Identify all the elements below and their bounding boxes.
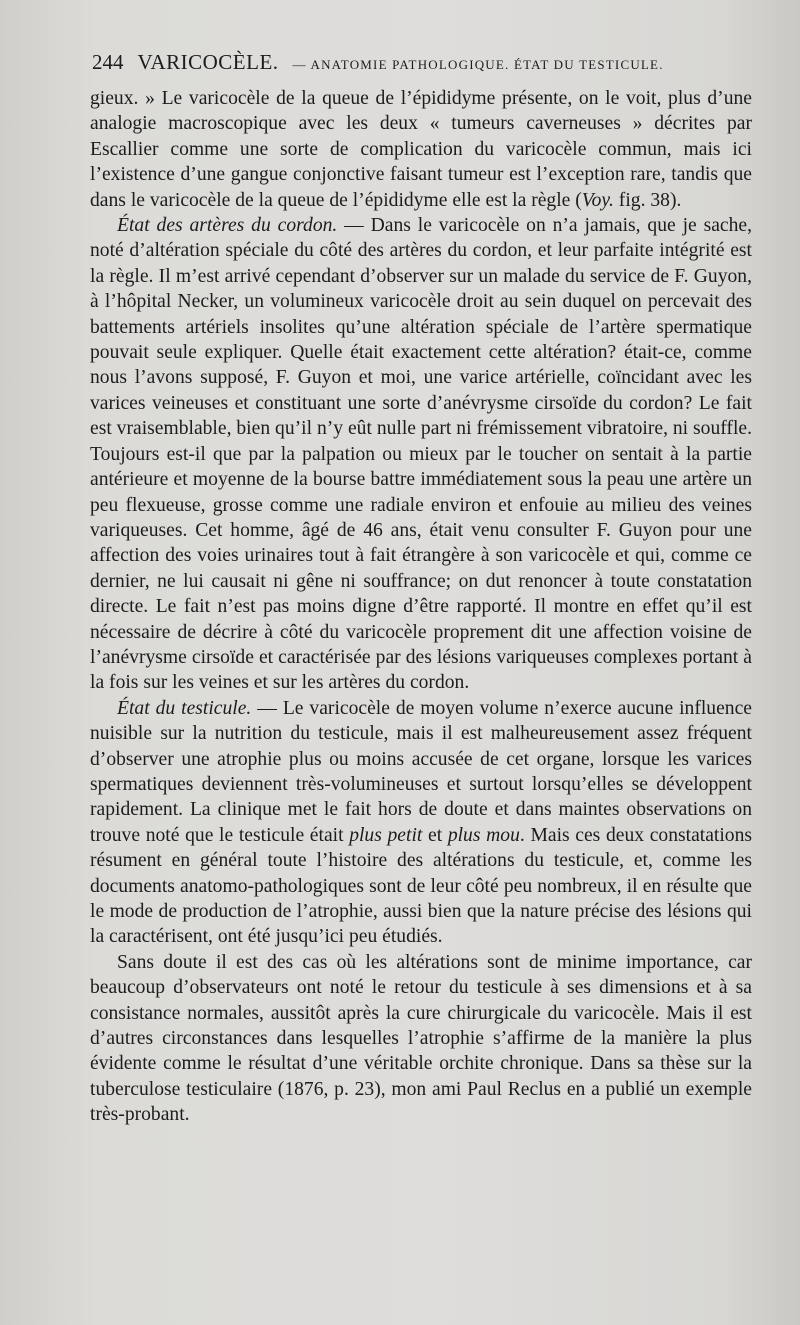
running-header xyxy=(92,50,732,75)
paragraph-1: gieux. » Le varicocèle de la queue de l’épididyme présente, on le voit, plus d’une analogie macroscopique avec les deux « tumeurs caverneuses » décrites par Escallier comme une sorte de complication du varicocèle commun, mais ici l’existence d’une gangue conjonctive faisant tumeur est l’exception rare, tandis que dans le varicocèle de la queue de l’épididyme elle est la règle (Voy. fig. 38). xyxy=(90,88,752,211)
emphasis-plus-mou: plus mou xyxy=(447,824,520,846)
page-number: 244 xyxy=(92,50,124,74)
section-heading-testicule: État du testicule. xyxy=(117,697,252,719)
running-subtitle: — ANATOMIE PATHOLOGIQUE. ÉTAT DU TESTICULE. xyxy=(292,57,664,72)
paragraph-4: Sans doute il est des cas où les altérations sont de minime importance, car beaucoup d’observateurs ont noté le retour du testicule à ses dimensions et à sa consistance normales, aussitôt après la cure chirurgicale du varicocèle. Mais il est d’autres circonstances dans lesquelles l’atrophie s’affirme de la manière la plus évidente comme le résultat d’une véritable orchite chronique. Dans sa thèse sur la tuberculose testiculaire (1876, p. 23), mon ami Paul Reclus en a publié un exemple très-probant. xyxy=(90,951,752,1126)
section-heading-arteres: État des artères du cordon. xyxy=(117,215,338,237)
running-title: VARICOCÈLE. xyxy=(137,50,279,74)
paragraph-testicule: État du testicule. — Le varicocèle de moyen volume n’exerce aucune influence nuisible sur la nutrition du testicule, mais il est malheureusement assez fréquent d’observer une atrophie plus ou moins accusée de cet organe, lorsque les varices spermatiques deviennent très-volumineuses et surtout lorsqu’elles se développent rapidement. La clinique met le fait hors de doute et dans maintes observations on trouve noté que le testicule était plus petit et plus mou. Mais ces deux constatations résument en général toute l’histoire des altérations du testicule, et, comme les documents anatomo-pathologiques sont de leur côté peu nombreux, il en résulte que le mode de production de l’atrophie, aussi bien que la nature précise des lésions qui la caractérisent, ont été jusqu’ici peu étudiés. xyxy=(90,697,753,948)
figure-ref: Voy. xyxy=(581,189,614,211)
body-text xyxy=(90,86,752,1128)
emphasis-plus-petit: plus petit xyxy=(349,824,423,846)
paragraph-arteres: État des artères du cordon. — Dans le varicocèle on n’a jamais, que je sache, noté d’altération spéciale du côté des artères du cordon, et leur parfaite intégrité est la règle. Il m’est arrivé cependant d’observer sur un malade du service de F. Guyon, à l’hôpital Necker, un volumineux varicocèle droit au sein duquel on percevait des battements artériels insolites qu’une altération spéciale de l’artère spermatique pouvait seule expliquer. Quelle était exactement cette altération? était-ce, comme nous l’avons supposé, F. Guyon et moi, une varice artérielle, coïncidant avec les varices veineuses et constituant une sorte d’anévrysme cirsoïde du cordon? Le fait est vraisemblable, bien qu’il n’y eût nulle part ni frémissement vibratoire, ni souffle. Toujours est-il que par la palpation ou mieux par le toucher on sentait à la partie antérieure et moyenne de la bourse battre immédiatement sous la peau une artère un peu flexueuse, grosse comme une radiale environ et enfouie au milieu des veines variqueuses. Cet homme, âgé de 46 ans, était venu consulter F. Guyon pour une affection des voies urinaires tout à fait étrangère à son varicocèle et qui, comme ce dernier, ne lui causait ni gêne ni souffrance; on dut renoncer à toute constatation directe. Le fait n’est pas moins digne d’être rapporté. Il montre en effet qu’il est nécessaire de décrire à côté du varicocèle proprement dit une affection voisine de l’anévrysme cirsoïde et caractérisée par des lésions variqueuses complexes portant à la fois sur les veines et sur les artères du cordon. xyxy=(90,215,752,694)
